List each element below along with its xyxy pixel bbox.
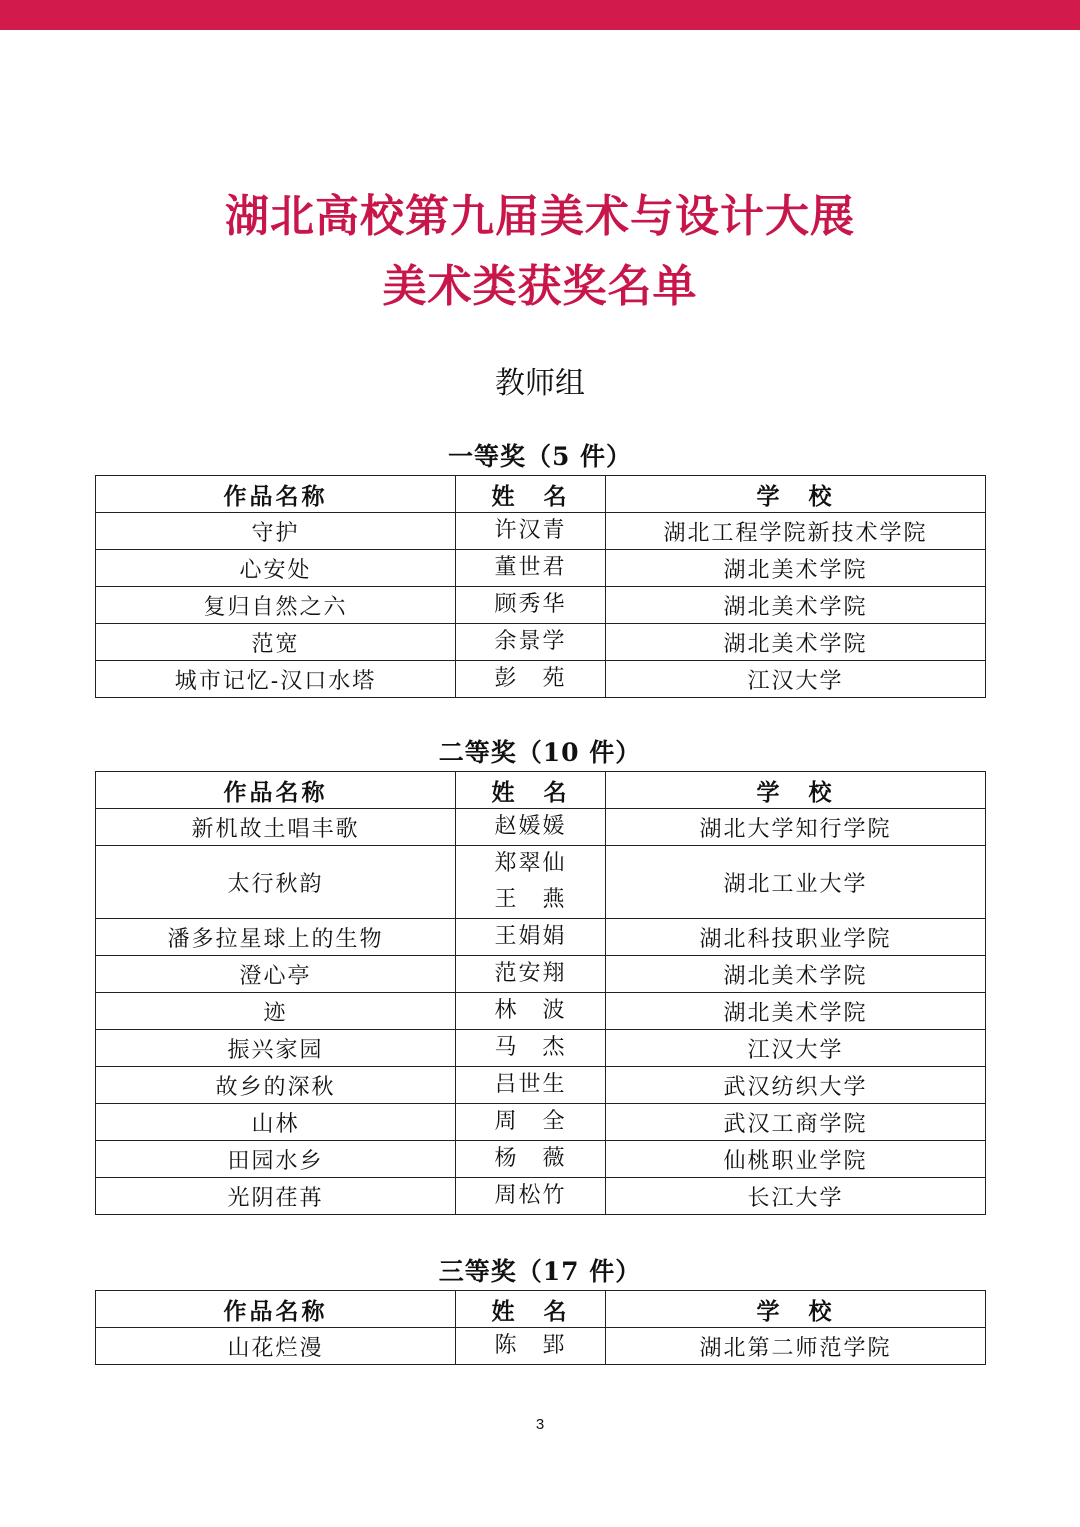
work-title-cell: 心安处 xyxy=(96,550,456,587)
work-title-cell: 田园水乡 xyxy=(96,1141,456,1178)
table-row xyxy=(96,550,986,587)
page-title: 湖北高校第九届美术与设计大展 xyxy=(225,191,855,242)
artist-name: 林 波 xyxy=(494,998,567,1023)
artist-name: 郑翠仙 xyxy=(494,851,567,876)
table-row xyxy=(96,919,986,956)
table-header-row xyxy=(96,476,986,513)
school-cell: 湖北科技职业学院 xyxy=(606,919,986,956)
table-row xyxy=(96,1030,986,1067)
work-title-cell: 范宽 xyxy=(96,624,456,661)
work-title-cell: 故乡的深秋 xyxy=(96,1067,456,1104)
work-title-cell: 迹 xyxy=(96,993,456,1030)
artist-name-cell xyxy=(456,661,606,698)
top-accent-bar xyxy=(0,0,1080,30)
name-header: 姓 名 xyxy=(456,1291,606,1328)
school-cell: 湖北第二师范学院 xyxy=(606,1328,986,1365)
work-title-cell: 太行秋韵 xyxy=(96,846,456,919)
artist-name-cell xyxy=(456,513,606,550)
work-title-cell: 新机故土唱丰歌 xyxy=(96,809,456,846)
artist-name-cell xyxy=(456,956,606,993)
work-title-header: 作品名称 xyxy=(96,1291,456,1328)
artist-name-cell xyxy=(456,1178,606,1215)
school-cell: 仙桃职业学院 xyxy=(606,1141,986,1178)
school-cell: 湖北美术学院 xyxy=(606,550,986,587)
artist-name: 马 杰 xyxy=(494,1035,567,1060)
name-header: 姓 名 xyxy=(456,772,606,809)
artist-name-cell xyxy=(456,1104,606,1141)
work-title-header: 作品名称 xyxy=(96,772,456,809)
artist-name: 许汉青 xyxy=(494,518,567,543)
table-row xyxy=(96,1104,986,1141)
work-title-header: 作品名称 xyxy=(96,476,456,513)
table-row xyxy=(96,624,986,661)
second-prize-heading: 二等奖（10 件） xyxy=(438,738,642,767)
work-title-cell: 振兴家园 xyxy=(96,1030,456,1067)
artist-name: 王娟娟 xyxy=(494,924,567,949)
artist-name: 赵媛媛 xyxy=(494,814,567,839)
school-cell: 湖北美术学院 xyxy=(606,587,986,624)
artist-name-cell xyxy=(456,919,606,956)
table-row xyxy=(96,846,986,919)
first-prize-table xyxy=(95,475,986,698)
work-title-cell: 光阴荏苒 xyxy=(96,1178,456,1215)
table-header-row xyxy=(96,1291,986,1328)
artist-name: 顾秀华 xyxy=(494,592,567,617)
page-subtitle: 美术类获奖名单 xyxy=(382,261,698,312)
artist-name-cell xyxy=(456,624,606,661)
school-cell: 湖北工程学院新技术学院 xyxy=(606,513,986,550)
table-row xyxy=(96,993,986,1030)
artist-name: 董世君 xyxy=(494,555,567,580)
artist-name: 王 燕 xyxy=(494,887,567,912)
work-title-cell: 城市记忆-汉口水塔 xyxy=(96,661,456,698)
work-title-cell: 守护 xyxy=(96,513,456,550)
artist-name: 吕世生 xyxy=(494,1072,567,1097)
second-prize-table xyxy=(95,771,986,1215)
school-cell: 湖北美术学院 xyxy=(606,624,986,661)
group-heading: 教师组 xyxy=(495,366,585,401)
artist-name-cell xyxy=(456,1067,606,1104)
artist-name-cell xyxy=(456,1030,606,1067)
school-cell: 江汉大学 xyxy=(606,661,986,698)
table-row xyxy=(96,587,986,624)
table-row xyxy=(96,513,986,550)
table-row xyxy=(96,661,986,698)
school-header: 学 校 xyxy=(606,476,986,513)
table-row xyxy=(96,1141,986,1178)
name-header: 姓 名 xyxy=(456,476,606,513)
table-row xyxy=(96,1178,986,1215)
school-header: 学 校 xyxy=(606,772,986,809)
work-title-cell: 山林 xyxy=(96,1104,456,1141)
school-cell: 湖北工业大学 xyxy=(606,846,986,919)
school-cell: 武汉纺织大学 xyxy=(606,1067,986,1104)
work-title-cell: 山花烂漫 xyxy=(96,1328,456,1365)
artist-name-cell xyxy=(456,1141,606,1178)
artist-name: 周松竹 xyxy=(494,1183,567,1208)
third-prize-heading: 三等奖（17 件） xyxy=(438,1257,642,1286)
school-cell: 湖北大学知行学院 xyxy=(606,809,986,846)
artist-name-cell xyxy=(456,550,606,587)
artist-name-cell xyxy=(456,993,606,1030)
work-title-cell: 复归自然之六 xyxy=(96,587,456,624)
school-cell: 武汉工商学院 xyxy=(606,1104,986,1141)
table-row xyxy=(96,1067,986,1104)
school-header: 学 校 xyxy=(606,1291,986,1328)
school-cell: 湖北美术学院 xyxy=(606,993,986,1030)
work-title-cell: 潘多拉星球上的生物 xyxy=(96,919,456,956)
artist-name: 杨 薇 xyxy=(494,1146,567,1171)
artist-name: 彭 苑 xyxy=(494,666,567,691)
artist-name-cell xyxy=(456,846,606,919)
artist-name: 范安翔 xyxy=(494,961,567,986)
artist-name: 陈 郢 xyxy=(494,1333,567,1358)
artist-name-cell xyxy=(456,587,606,624)
table-header-row xyxy=(96,772,986,809)
artist-name-cell xyxy=(456,1328,606,1365)
table-row xyxy=(96,809,986,846)
school-cell: 长江大学 xyxy=(606,1178,986,1215)
artist-name-cell xyxy=(456,809,606,846)
table-row xyxy=(96,1328,986,1365)
table-row xyxy=(96,956,986,993)
work-title-cell: 澄心亭 xyxy=(96,956,456,993)
artist-name: 余景学 xyxy=(494,629,567,654)
school-cell: 湖北美术学院 xyxy=(606,956,986,993)
third-prize-table xyxy=(95,1290,986,1365)
page-number: 3 xyxy=(535,1416,545,1433)
school-cell: 江汉大学 xyxy=(606,1030,986,1067)
artist-name: 周 全 xyxy=(494,1109,567,1134)
first-prize-heading: 一等奖（5 件） xyxy=(447,442,633,471)
